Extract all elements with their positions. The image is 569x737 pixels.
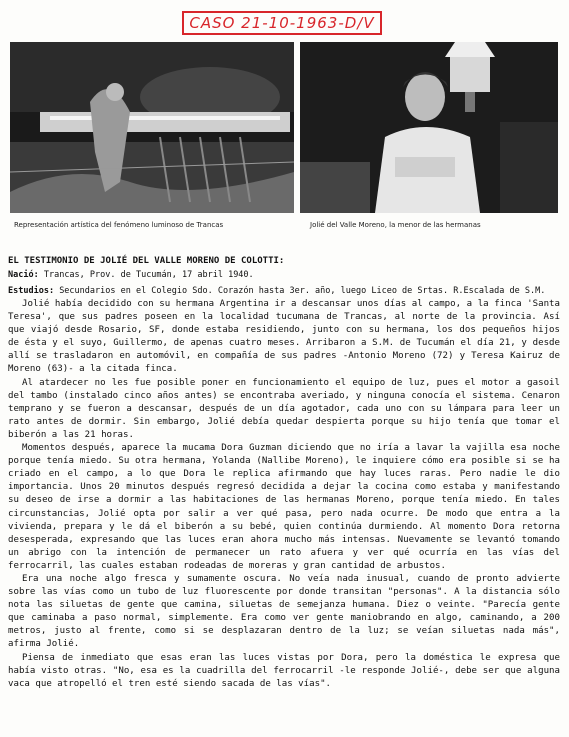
paragraph: Era una noche algo fresca y sumamente oscura. No veía nada inusual, cuando de pronto advierte sobre las vías como un tubo de luz fluorescente por donde transitan "personas". A la distancia sólo nota las siluetas de gente que camina, siluetas de semejanza humana. Diez o veinte. "Parecía gente que caminaba a paso normal, simplemente. Era como ver gente maniobrando en algo, caminando, a 200 metros, justo al frente, como si se desplazaran dentro de la luz; se veían siluetas nada más", afirma Jolié.	[8, 573, 560, 650]
paragraph: Piensa de inmediato que esas eran las luces vistas por Dora, pero la doméstica le expresa que había visto otras. "No, esa es la cuadrilla del ferrocarril -le responde Jolié-, debe ser que alguna vaca que atropelló el tren esté siendo sacada de las vías".	[8, 652, 560, 689]
studies-value: Secundarios en el Colegio Sdo. Corazón hasta 3er. año, luego Liceo de Srtas. R.Escalada de S.M.	[59, 286, 546, 296]
witness-portrait	[300, 42, 558, 213]
case-stamp-text: CASO 21-10-1963-D/V	[189, 14, 375, 32]
paragraph: Al atardecer no les fue posible poner en funcionamiento el equipo de luz, pues el motor a gasoil del tambo (instalado cinco años antes) se encontraba averiado, y ninguna conocía el sistema. Cenaron temprano y se fueron a descansar, después de un día agotador, cada uno con su lámpara para leer un rato antes de dormir. Sin embargo, Jolié debía quedar despierta porque su hijo tenía que tomar el biberón a las 21 horas.	[8, 377, 560, 440]
studies-line	[8, 286, 545, 296]
birth-line	[8, 270, 254, 280]
article-body	[8, 298, 560, 691]
paragraph: Jolié había decidido con su hermana Argentina ir a descansar unos días al campo, a la finca 'Santa Teresa', que sus padres poseen en la localidad tucumana de Trancas, al norte de la provincia. Así que viajó desde Rosario, SF, donde estaba residiendo, junto con su hermana, los dos pequeños hijos de ésta y el suyo, Guillermo, de apenas cuatro meses. Arribaron a S.M. de Tucumán el día 21, y desde allí se trasladaron en automóvil, en compañía de sus padres -Antonio Moreno (72) y Teresa Kairuz de Moreno (63)- a la citada finca.	[8, 299, 560, 375]
article-headline: EL TESTIMONIO DE JOLIÉ DEL VALLE MORENO DE COLOTTI:	[8, 256, 285, 266]
caption-right: Jolié del Valle Moreno, la menor de las hermanas	[310, 221, 481, 229]
phenomenon-illustration	[10, 42, 294, 213]
birth-label: Nació:	[8, 270, 39, 280]
case-stamp	[182, 11, 382, 35]
birth-value: Trancas, Prov. de Tucumán, 17 abril 1940.	[43, 270, 254, 280]
studies-label: Estudios:	[8, 286, 55, 296]
paragraph: Momentos después, aparece la mucama Dora Guzman diciendo que no iría a lavar la vajilla esa noche porque tenía miedo. Su otra hermana, Yolanda (Nallibe Moreno), le inquiere cómo era posible si se ha criado en el campo, a lo que Dora le replica afirmando que hay luces raras. Pero nadie le dio importancia. Unos 20 minutos después regresó decidida a dejar la cocina como estaba y manifestando su deseo de irse a dormir a las habitaciones de las hermanas Moreno, porque tenía miedo. En tales circunstancias, Jolié opta por salir a ver qué pasa, pero nada ocurre. De modo que entra a la vivienda, prepara y le dá el biberón a su bebé, quien continúa durmiendo. Al momento Dora retorna desesperada, expresando que las luces eran ahora mucho más intensas. Nuevamente se levantó tomando un abrigo con la intención de permanecer un rato afuera y ver qué ocurría en las vías del ferrocarril, las cuales estaban rodeadas de moreras y gran cantidad de arbustos.	[8, 443, 560, 571]
caption-left: Representación artística del fenómeno luminoso de Trancas	[14, 221, 224, 229]
